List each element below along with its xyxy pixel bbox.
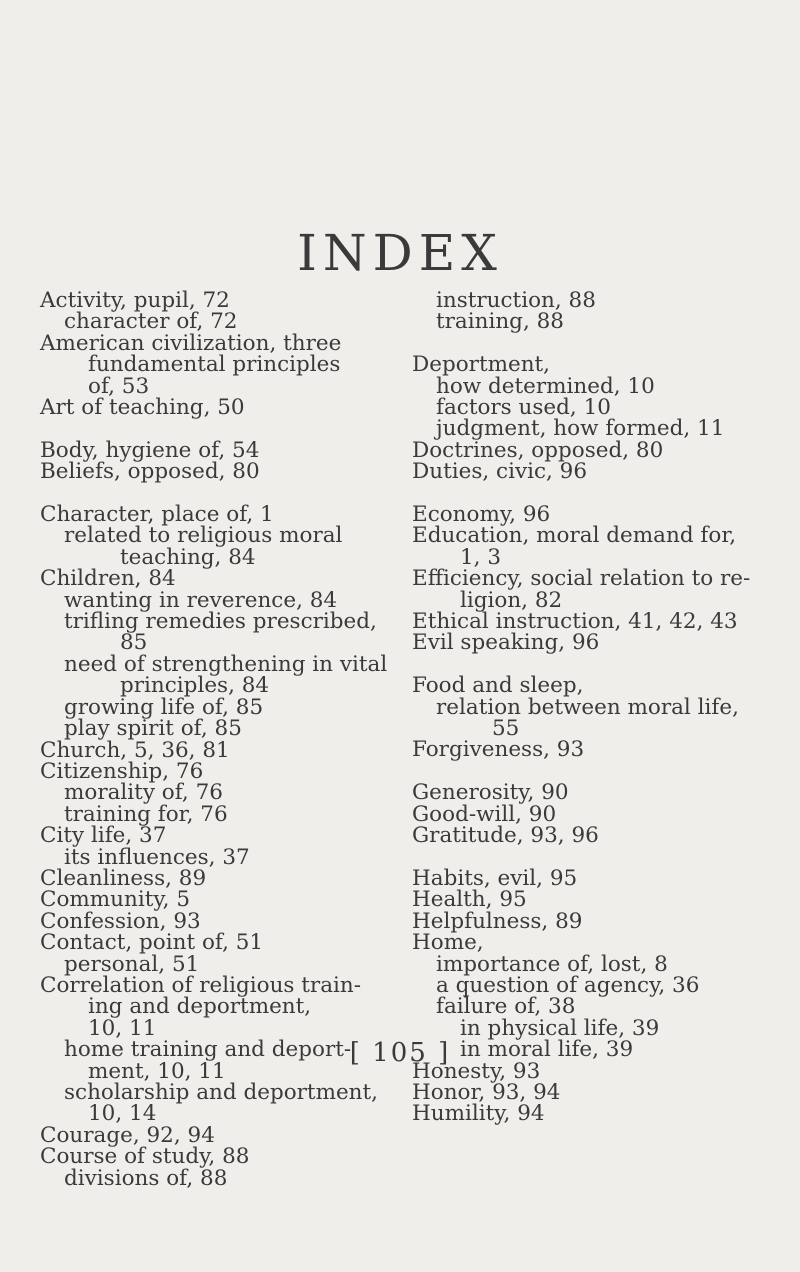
- index-entry: 1, 3: [460, 544, 502, 570]
- index-entry: Economy, 96: [412, 502, 551, 528]
- index-entry: Confession, 93: [40, 908, 201, 934]
- index-entry: play spirit of, 85: [64, 716, 242, 742]
- index-entry: Cleanliness, 89: [40, 865, 207, 891]
- index-entry: Duties, civic, 96: [412, 459, 588, 485]
- index-entry: morality of, 76: [64, 780, 223, 806]
- index-entry: Church, 5, 36, 81: [40, 737, 230, 763]
- index-entry: 85: [120, 630, 148, 656]
- page-number: [ 105 ]: [349, 1038, 451, 1068]
- index-entry: Deportment,: [412, 352, 551, 378]
- index-entry: Forgiveness, 93: [412, 737, 585, 763]
- index-entry: factors used, 10: [436, 395, 611, 421]
- index-entry: Character, place of, 1: [40, 502, 274, 528]
- entry-gap: [40, 418, 370, 439]
- index-entry: principles, 84: [120, 673, 270, 699]
- index-entry: divisions of, 88: [64, 1165, 228, 1191]
- index-entry: growing life of, 85: [64, 694, 264, 720]
- index-entry: American civilization, three: [40, 330, 342, 356]
- index-entry: Honesty, 93: [412, 1058, 541, 1084]
- index-entry: of, 53: [88, 373, 150, 399]
- index-entry: Doctrines, opposed, 80: [412, 437, 664, 463]
- entry-gap: [412, 654, 782, 675]
- entry-gap: [40, 483, 370, 504]
- index-entry: Activity, pupil, 72: [40, 288, 230, 313]
- index-entry: importance of, lost, 8: [436, 951, 668, 977]
- index-entry: how determined, 10: [436, 373, 655, 399]
- index-entry: related to religious moral: [64, 523, 343, 549]
- index-entry: Gratitude, 93, 96: [412, 823, 599, 849]
- index-entry: trifling remedies prescribed,: [64, 609, 377, 635]
- index-entry: a question of agency, 36: [436, 972, 700, 998]
- index-entry: Correlation of religious train-: [40, 972, 362, 998]
- index-entry: Food and sleep,: [412, 673, 584, 699]
- index-entry: fundamental principles: [88, 352, 341, 378]
- index-entry: Good-will, 90: [412, 801, 557, 827]
- index-entry: 55: [492, 716, 520, 742]
- index-entry: judgment, how formed, 11: [436, 416, 725, 442]
- index-entry: scholarship and deportment,: [64, 1080, 378, 1105]
- index-entry: Body, hygiene of, 54: [40, 437, 260, 463]
- index-entry: home training and deport-: [64, 1037, 352, 1063]
- index-entry: ment, 10, 11: [88, 1058, 226, 1084]
- index-entry: Honor, 93, 94: [412, 1079, 561, 1105]
- index-entry: Education, moral demand for,: [412, 523, 737, 549]
- index-entry: Evil speaking, 96: [412, 630, 600, 656]
- index-entry: Contact, point of, 51: [40, 930, 264, 956]
- index-entry: teaching, 84: [120, 544, 256, 570]
- entry-gap: [412, 847, 782, 868]
- index-entry: Art of teaching, 50: [40, 395, 245, 421]
- index-entry: training for, 76: [64, 801, 228, 827]
- index-entry: Efficiency, social relation to re-: [412, 566, 751, 592]
- index-entry: personal, 51: [64, 951, 200, 977]
- index-entry: Humility, 94: [412, 1101, 545, 1127]
- index-entry: in moral life, 39: [460, 1037, 634, 1063]
- index-entry: City life, 37: [40, 823, 167, 849]
- entry-gap: [412, 483, 782, 504]
- index-entry: Beliefs, opposed, 80: [40, 459, 260, 485]
- index-entry: 10, 11: [88, 1015, 157, 1041]
- index-entry: Helpfulness, 89: [412, 908, 583, 934]
- index-entry: wanting in reverence, 84: [64, 587, 338, 613]
- index-entry: Generosity, 90: [412, 780, 569, 806]
- index-entry: character of, 72: [64, 309, 238, 335]
- entry-gap: [412, 761, 782, 782]
- index-entry: ligion, 82: [460, 587, 563, 613]
- index-entry: Home,: [412, 930, 484, 956]
- index-entry: ing and deportment,: [88, 994, 312, 1020]
- index-entry: its influences, 37: [64, 844, 250, 870]
- index-entry: Children, 84: [40, 566, 176, 592]
- index-entry: Citizenship, 76: [40, 758, 204, 784]
- index-entry: instruction, 88: [436, 288, 596, 313]
- index-column-right: [412, 290, 782, 1125]
- index-entry: Course of study, 88: [40, 1144, 250, 1170]
- index-entry: 10, 14: [88, 1101, 157, 1127]
- index-entry: Courage, 92, 94: [40, 1122, 215, 1148]
- index-entry: Habits, evil, 95: [412, 865, 578, 891]
- index-entry: Ethical instruction, 41, 42, 43: [412, 609, 738, 635]
- index-entry: relation between moral life,: [436, 694, 739, 720]
- index-entry: failure of, 38: [436, 994, 576, 1020]
- index-entry: Community, 5: [40, 887, 191, 913]
- page-title: INDEX: [297, 224, 503, 282]
- index-entry: in physical life, 39: [460, 1015, 660, 1041]
- index-entry: training, 88: [436, 309, 564, 335]
- entry-gap: [412, 333, 782, 354]
- index-entry: Health, 95: [412, 887, 527, 913]
- index-entry: need of strengthening in vital: [64, 651, 388, 677]
